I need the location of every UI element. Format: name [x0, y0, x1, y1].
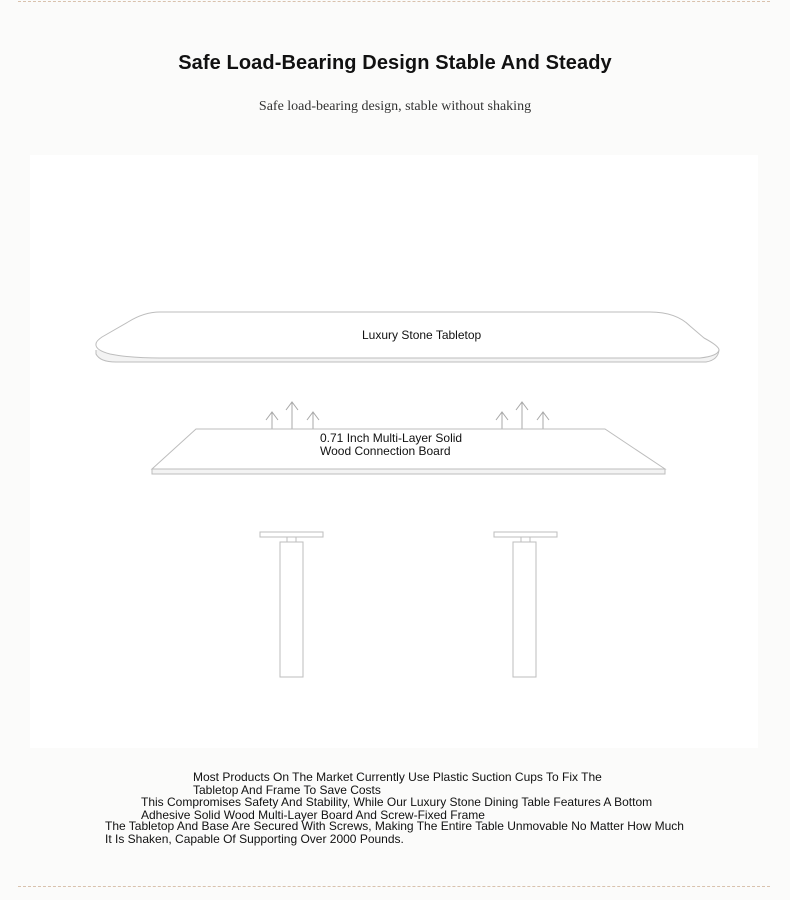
paragraph-3-line-2: It Is Shaken, Capable Of Supporting Over 2000 Pounds.	[105, 832, 404, 846]
tabletop-label: Luxury Stone Tabletop	[362, 328, 482, 342]
paragraph-2-line-2: Adhesive Solid Wood Multi-Layer Board And Screw-Fixed Frame	[141, 808, 485, 822]
page-title: Safe Load-Bearing Design Stable And Steady	[178, 52, 612, 74]
board-label-line2: Wood Connection Board	[320, 444, 451, 458]
board-label	[320, 432, 490, 458]
paragraph-1-line-1: Most Products On The Market Currently Use Plastic Suction Cups To Fix The	[193, 770, 602, 784]
paragraph-1-line-2: Tabletop And Frame To Save Costs	[193, 783, 381, 797]
right-table-leg	[494, 532, 557, 677]
description-paragraph-1	[193, 771, 623, 797]
left-table-leg	[260, 532, 323, 677]
page-subtitle: Safe load-bearing design, stable without shaking	[258, 99, 532, 114]
paragraph-3-line-1: The Tabletop And Base Are Secured With Screws, Making The Entire Table Unmovable No Matter How Much	[105, 819, 684, 833]
bottom-divider	[18, 886, 770, 887]
paragraph-2-line-1: This Compromises Safety And Stability, While Our Luxury Stone Dining Table Features A Bottom	[141, 795, 653, 809]
board-label-line1: 0.71 Inch Multi-Layer Solid	[320, 431, 463, 445]
description-paragraph-3	[105, 820, 705, 846]
